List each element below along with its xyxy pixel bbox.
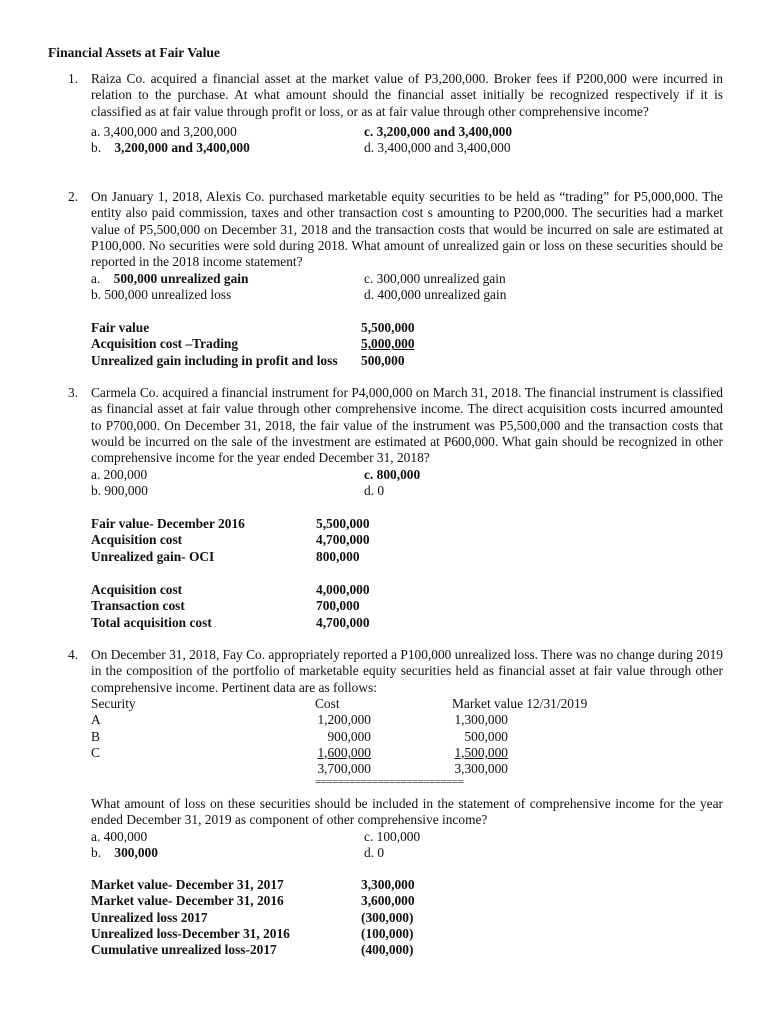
q4-option-a: a. 400,000: [91, 829, 148, 844]
table-header: Market value 12/31/2019: [452, 696, 588, 711]
q2-option-a-text: 500,000 unrealized gain: [113, 271, 249, 286]
q3-calc-value: 4,700,000: [316, 532, 370, 548]
q3-option-b: b. 900,000: [91, 483, 148, 498]
q4-calc-value: (300,000): [361, 909, 414, 925]
q3-calc-label: Fair value- December 2016: [91, 516, 245, 531]
cost-cell: 1,200,000: [317, 712, 371, 728]
q3-calc-label: Total acquisition cost: [91, 614, 212, 630]
q3-calc-label: Unrealized gain- OCI: [91, 548, 215, 564]
q2-option-b: b. 500,000 unrealized loss: [91, 287, 232, 302]
q3-solution-cost: [91, 582, 370, 631]
question-4-question: What amount of loss on these securities should be included in the statement of comprehensive income for the year ended December 31, 2019 as component of other comprehensive income?: [91, 796, 723, 828]
q2-calc-value: 5,500,000: [361, 320, 415, 335]
security-cell: B: [91, 728, 100, 744]
question-3-text: Carmela Co. acquired a financial instrument for P4,000,000 on March 31, 2018. The financial instrument is classified as financial asset at fair value through other comprehensive income. The direct acquisition costs incurred amounted to P700,000. On December 31, 2018, the fair value of the instrument was P5,500,000 and the transaction costs that would be incurred on the sale of the investment are estimated at P600,000. What gain should be recognized in other comprehensive income for the year ended December 31, 2018?: [91, 385, 723, 466]
securities-table: [91, 696, 612, 777]
q1-option-c: c. 3,200,000 and 3,400,000: [364, 124, 513, 139]
q2-calc-label: Fair value: [91, 320, 150, 335]
q3-calc-value: 5,500,000: [316, 516, 370, 531]
q3-calc-label: Acquisition cost: [91, 582, 183, 597]
table-header: Cost: [315, 696, 340, 711]
market-cell: 500,000: [464, 728, 508, 744]
q3-option-d: d. 0: [364, 483, 385, 498]
q4-calc-label: Cumulative unrealized loss-2017: [91, 942, 277, 958]
q4-calc-label: Market value- December 31, 2017: [91, 877, 284, 892]
q2-solution: [91, 320, 415, 369]
q2-calc-value: 5,000,000: [361, 336, 415, 352]
q1-option-b-text: 3,200,000 and 3,400,000: [114, 140, 250, 155]
security-cell: A: [91, 712, 101, 728]
table-row: [91, 745, 612, 761]
q4-option-b-letter: b.: [91, 845, 102, 860]
q4-option-b: [91, 845, 158, 861]
q4-calc-label: Market value- December 31, 2016: [91, 893, 284, 909]
security-cell: C: [91, 744, 100, 760]
q4-solution: [91, 877, 415, 958]
cost-cell: 1,600,000: [317, 744, 371, 760]
question-2-number: 2.: [68, 189, 79, 204]
question-4-text: On December 31, 2018, Fay Co. appropriately reported a P100,000 unrealized loss. There was no change during 2019 in the composition of the portfolio of marketable equity securities held as financial asset at fair value through other comprehensive income. Pertinent data are as follows:: [91, 647, 723, 695]
q4-calc-label: Unrealized loss 2017: [91, 909, 208, 925]
table-header-row: [91, 696, 612, 712]
table-row: [91, 712, 612, 728]
q4-calc-value: (400,000): [361, 942, 414, 958]
q1-option-b-letter: b.: [91, 140, 102, 155]
q2-option-a-letter: a.: [91, 271, 101, 286]
document-title: Financial Assets at Fair Value: [48, 45, 220, 60]
q2-calc-label: Unrealized gain including in profit and loss: [91, 352, 338, 368]
q4-calc-value: 3,600,000: [361, 893, 415, 909]
table-header: Security: [91, 696, 136, 711]
market-cell: 1,500,000: [454, 744, 508, 760]
q4-option-c: c. 100,000: [364, 829, 421, 844]
q3-calc-label: Transaction cost: [91, 598, 185, 614]
market-cell: 1,300,000: [454, 712, 508, 728]
q3-option-c: c. 800,000: [364, 467, 421, 482]
q3-calc-value: 4,700,000: [316, 614, 370, 630]
cost-cell: 900,000: [327, 728, 371, 744]
q3-option-a: a. 200,000: [91, 467, 148, 482]
q4-calc-value: 3,300,000: [361, 877, 415, 892]
total-market-cell: 3,300,000: [454, 761, 508, 777]
question-1-text: Raiza Co. acquired a financial asset at the market value of P3,200,000. Broker fees if P200,000 were incurred in relation to the purchase. At what amount should the financial asset initially be recognized respectively if it is classified as at fair value through profit or loss, or as at fair value through other comprehensive income?: [91, 71, 723, 119]
question-2-text: On January 1, 2018, Alexis Co. purchased marketable equity securities to be held as “trading” for P5,000,000. The entity also paid commission, taxes and other transaction cost s amounting to P200,000. The securities had a market value of P5,500,000 on December 31, 2018 and the transaction costs that would be incurred on sale are estimated at P100,000. No securities were sold during 2018. What amount of unrealized gain or loss on these securities should be reported in the 2018 income statement?: [91, 189, 723, 270]
question-3-number: 3.: [68, 385, 79, 400]
q4-option-d: d. 0: [364, 845, 385, 860]
question-4-number: 4.: [68, 647, 79, 662]
q3-solution-gain: [91, 516, 370, 565]
q2-calc-label: Acquisition cost –Trading: [91, 336, 239, 352]
q4-calc-label: Unrealized loss-December 31, 2016: [91, 925, 290, 941]
q3-calc-value: 700,000: [316, 598, 360, 614]
q3-calc-label: Acquisition cost: [91, 532, 183, 548]
q2-option-a: [91, 271, 248, 287]
q2-option-c: c. 300,000 unrealized gain: [364, 271, 506, 286]
table-row: [91, 729, 612, 745]
q2-calc-value: 500,000: [361, 352, 405, 368]
q2-option-d: d. 400,000 unrealized gain: [364, 287, 507, 302]
q3-calc-value: 4,000,000: [316, 582, 370, 597]
q4-calc-value: (100,000): [361, 925, 414, 941]
double-rule: ==========================: [315, 776, 464, 788]
q1-option-d: d. 3,400,000 and 3,400,000: [364, 140, 511, 155]
total-cost-cell: 3,700,000: [317, 761, 371, 777]
q1-option-b: [91, 140, 250, 156]
q4-option-b-text: 300,000: [114, 845, 158, 860]
q3-calc-value: 800,000: [316, 548, 360, 564]
q1-option-a: a. 3,400,000 and 3,200,000: [91, 124, 237, 139]
question-1-number: 1.: [68, 71, 79, 86]
